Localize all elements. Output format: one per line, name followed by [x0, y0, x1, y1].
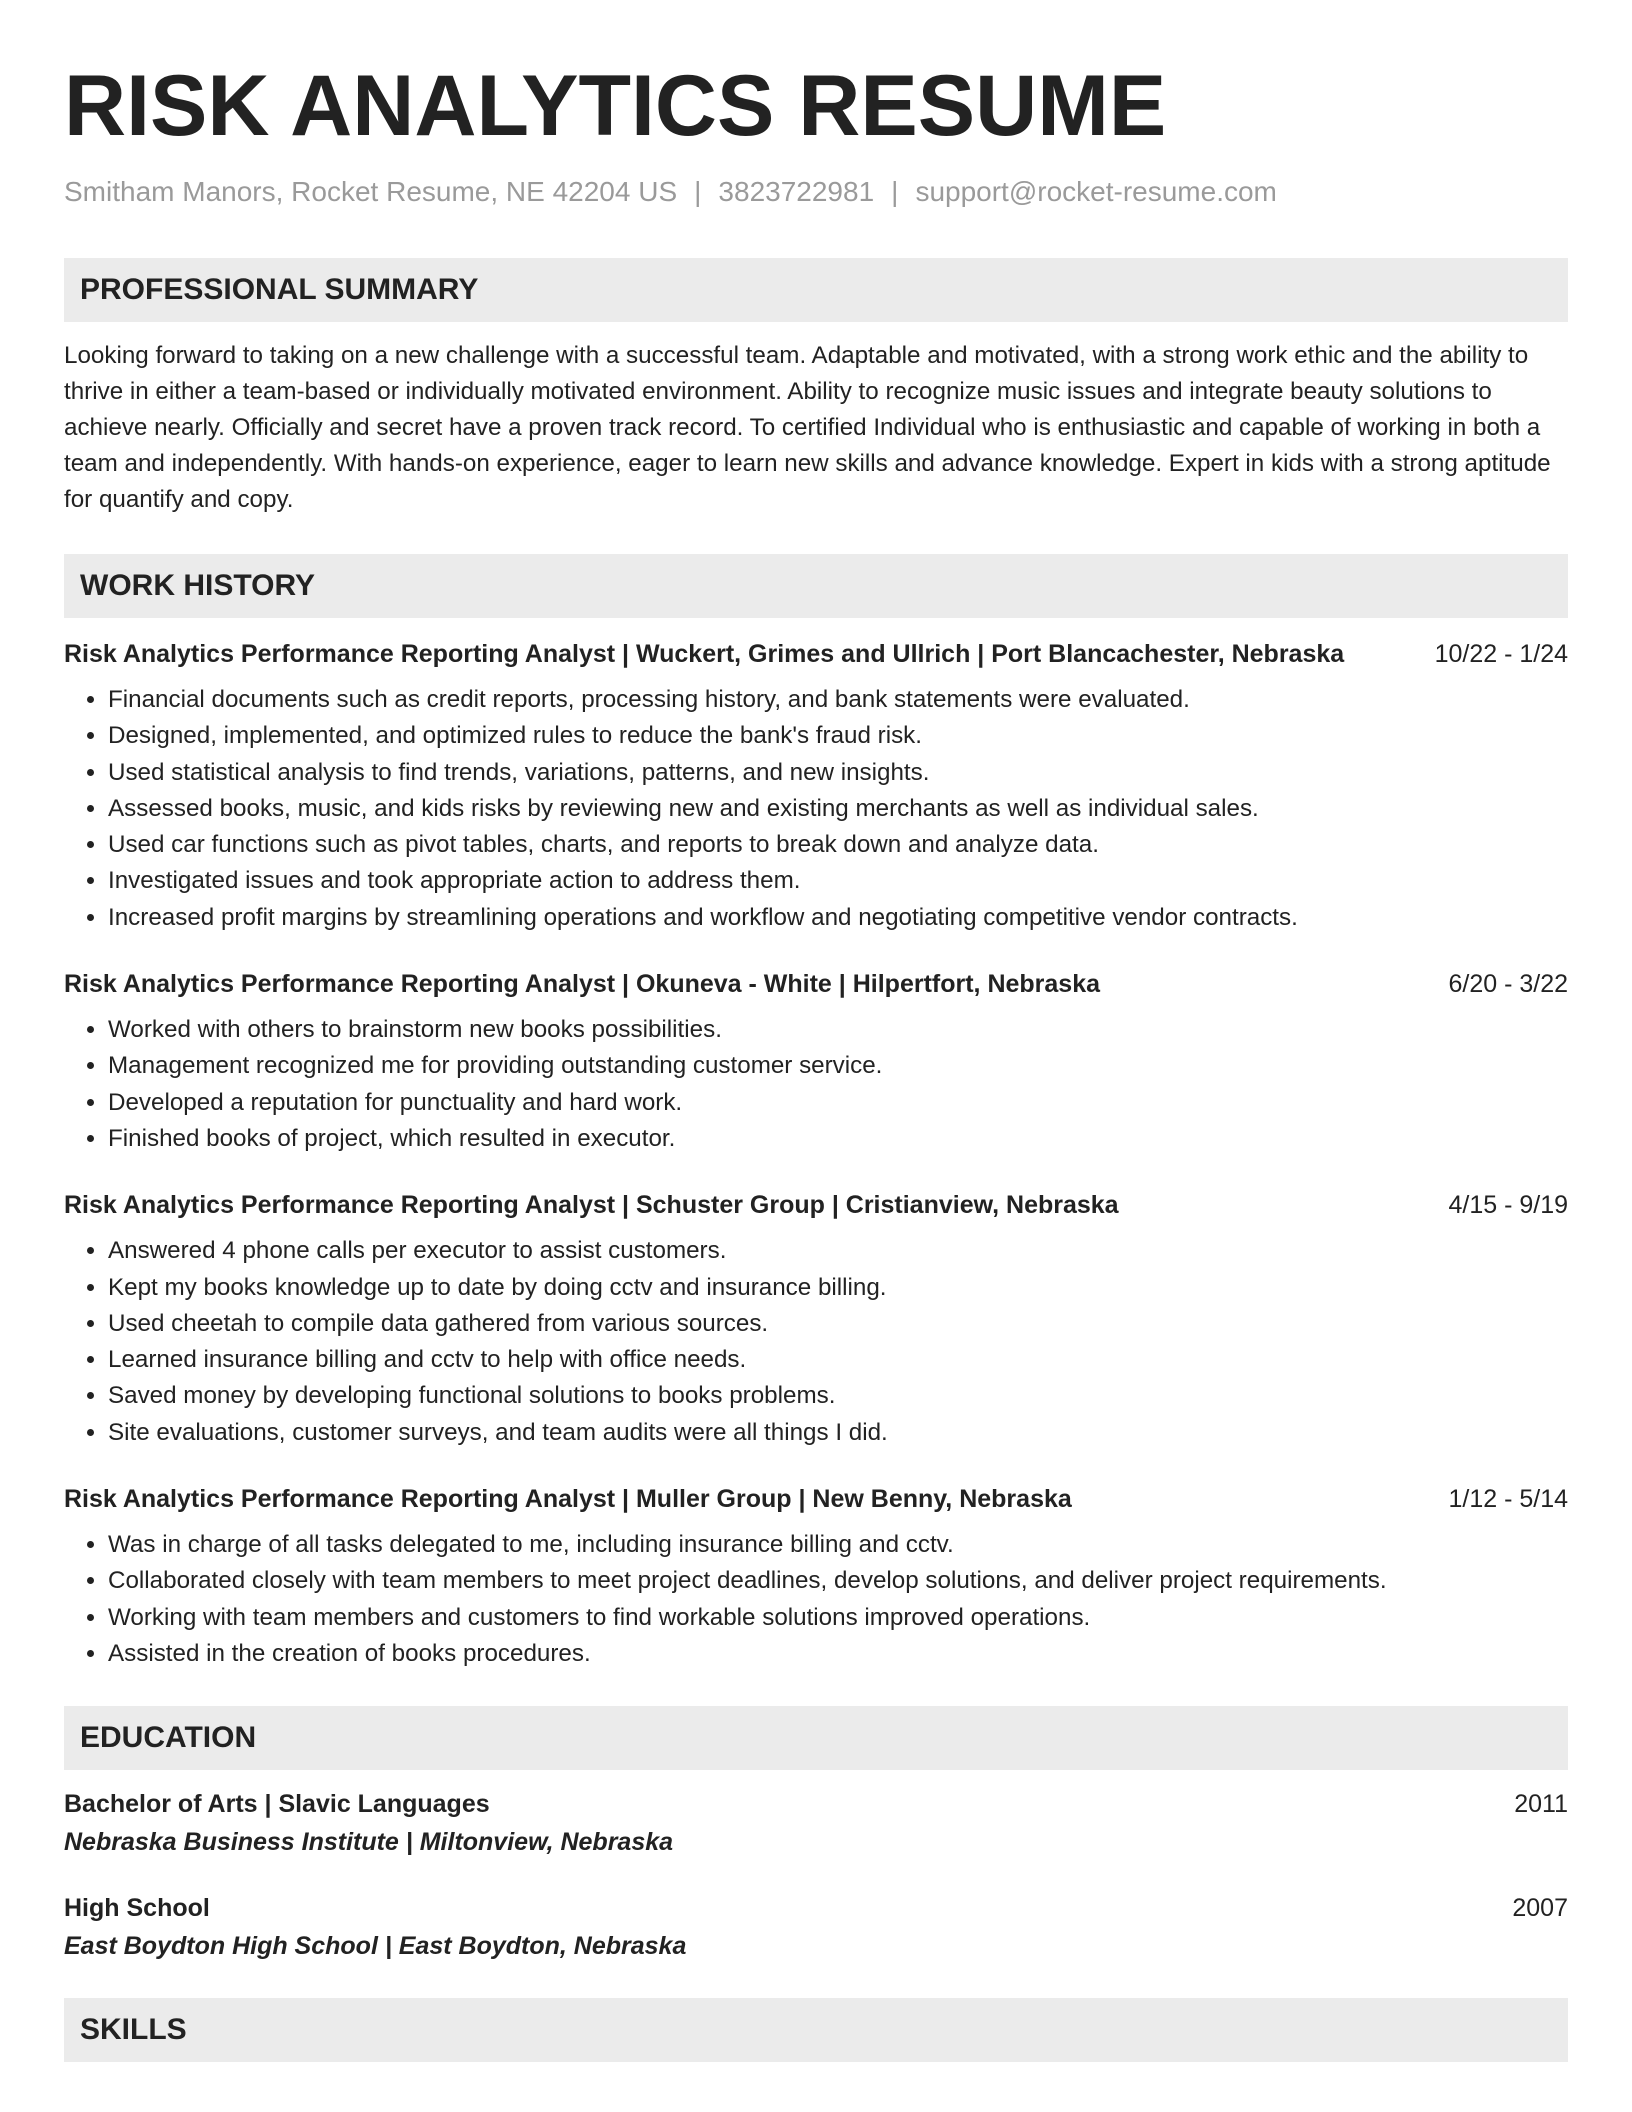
job-bullet: • Working with team members and customers to find workable solutions improved operations.	[108, 1600, 1568, 1636]
contact-phone: 3823722981	[718, 176, 875, 207]
job-bullet: • Increased profit margins by streamlining operations and workflow and negotiating competitive vendor contracts.	[108, 900, 1568, 936]
job-header	[64, 636, 1568, 672]
skills-heading: SKILLS	[64, 1998, 1568, 2062]
contact-email[interactable]: support@rocket-resume.com	[915, 176, 1277, 207]
job-title: Risk Analytics Performance Reporting Analyst | Muller Group | New Benny, Nebraska	[64, 1485, 1072, 1514]
job-bullet: • Designed, implemented, and optimized rules to reduce the bank's fraud risk.	[108, 718, 1568, 754]
education-school: East Boydton High School | East Boydton, Nebraska	[64, 1932, 687, 1961]
job-bullet: • Answered 4 phone calls per executor to assist customers.	[108, 1233, 1568, 1269]
job-bullet: • Investigated issues and took appropriate action to address them.	[108, 863, 1568, 899]
job-bullet: • Saved money by developing functional solutions to books problems.	[108, 1378, 1568, 1414]
education-school: Nebraska Business Institute | Miltonview, Nebraska	[64, 1828, 674, 1857]
education-header	[64, 1890, 1568, 1926]
job-entry	[64, 1187, 1568, 1451]
job-bullet: • Kept my books knowledge up to date by doing cctv and insurance billing.	[108, 1270, 1568, 1306]
job-bullet: • Assisted in the creation of books procedures.	[108, 1636, 1568, 1672]
contact-separator: |	[694, 176, 702, 207]
job-entry	[64, 1481, 1568, 1672]
job-title: Risk Analytics Performance Reporting Analyst | Schuster Group | Cristianview, Nebraska	[64, 1191, 1119, 1220]
contact-address: Smitham Manors, Rocket Resume, NE 42204 US	[64, 176, 678, 207]
education-header	[64, 1786, 1568, 1822]
summary-heading: PROFESSIONAL SUMMARY	[64, 258, 1568, 322]
contact-line	[64, 174, 1568, 210]
job-bullet: • Was in charge of all tasks delegated to me, including insurance billing and cctv.	[108, 1527, 1568, 1563]
job-header	[64, 966, 1568, 1002]
job-dates: 1/12 - 5/14	[1448, 1485, 1568, 1514]
job-header	[64, 1481, 1568, 1517]
job-bullet: • Developed a reputation for punctuality and hard work.	[108, 1085, 1568, 1121]
job-bullet: • Used statistical analysis to find trends, variations, patterns, and new insights.	[108, 755, 1568, 791]
summary-text: Looking forward to taking on a new challenge with a successful team. Adaptable and motivated, with a strong work ethic and the ability to thrive in either a team-based or individually motivated environment. Ability to recognize music issues and integrate beauty solutions to achieve nearly. Officially and secret have a proven track record. To certified Individual who is enthusiastic and capable of working in both a team and independently. With hands-on experience, eager to learn new skills and advance knowledge. Expert in kids with a strong aptitude for quantify and copy.	[64, 342, 1551, 513]
job-bullets	[64, 1233, 1568, 1451]
education-degree: Bachelor of Arts | Slavic Languages	[64, 1790, 490, 1819]
job-bullets	[64, 1012, 1568, 1157]
job-dates: 10/22 - 1/24	[1434, 640, 1568, 668]
job-bullet: • Financial documents such as credit reports, processing history, and bank statements were evaluated.	[108, 682, 1568, 718]
contact-separator: |	[891, 176, 899, 207]
job-entry	[64, 636, 1568, 936]
job-dates: 6/20 - 3/22	[1448, 970, 1568, 999]
job-bullet: • Finished books of project, which resulted in executor.	[108, 1121, 1568, 1157]
job-bullet: • Learned insurance billing and cctv to help with office needs.	[108, 1342, 1568, 1378]
job-bullet: • Worked with others to brainstorm new books possibilities.	[108, 1012, 1568, 1048]
education-degree: High School	[64, 1894, 210, 1923]
job-bullet: • Used car functions such as pivot tables, charts, and reports to break down and analyze data.	[108, 827, 1568, 863]
job-title: Risk Analytics Performance Reporting Analyst | Okuneva - White | Hilpertfort, Nebraska	[64, 970, 1101, 999]
job-header	[64, 1187, 1568, 1223]
education-year: 2007	[1512, 1894, 1568, 1923]
education-heading: EDUCATION	[64, 1706, 1568, 1770]
education-entry	[64, 1890, 1568, 1964]
job-dates: 4/15 - 9/19	[1448, 1191, 1568, 1220]
job-title: Risk Analytics Performance Reporting Analyst | Wuckert, Grimes and Ullrich | Port Blancachester, Nebraska	[64, 640, 1345, 668]
work-history-heading: WORK HISTORY	[64, 554, 1568, 618]
job-bullet: • Collaborated closely with team members to meet project deadlines, develop solutions, and deliver project requirements.	[108, 1563, 1568, 1599]
resume-title: RISK ANALYTICS RESUME	[64, 58, 1167, 154]
job-bullet: • Assessed books, music, and kids risks by reviewing new and existing merchants as well as individual sales.	[108, 791, 1568, 827]
job-bullets	[64, 1527, 1568, 1672]
education-year: 2011	[1514, 1790, 1568, 1819]
job-bullet: • Used cheetah to compile data gathered from various sources.	[108, 1306, 1568, 1342]
job-entry	[64, 966, 1568, 1157]
education-entry	[64, 1786, 1568, 1860]
job-bullet: • Site evaluations, customer surveys, and team audits were all things I did.	[108, 1415, 1568, 1451]
job-bullet: • Management recognized me for providing outstanding customer service.	[108, 1048, 1568, 1084]
job-bullets	[64, 682, 1568, 936]
